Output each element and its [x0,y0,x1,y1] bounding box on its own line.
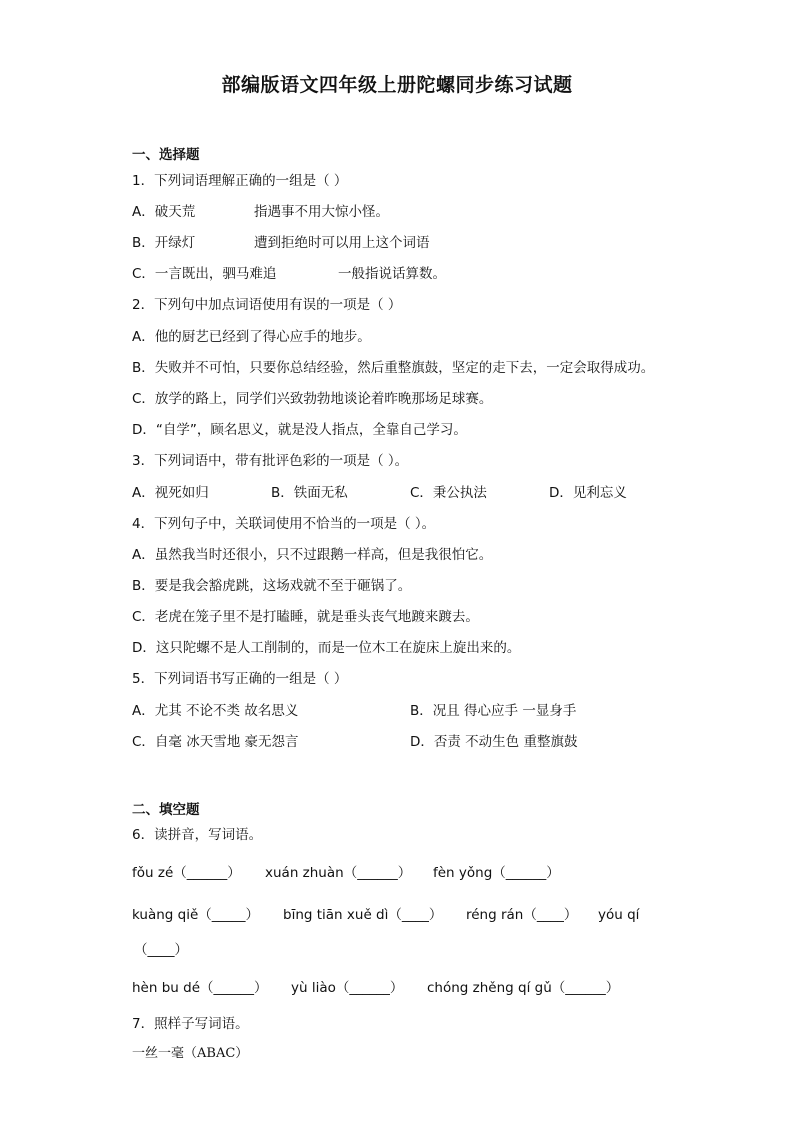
pinyin-word: yóu qí [598,907,640,923]
pinyin-blank[interactable]: kuàng qiě（_____） [132,907,260,923]
q1-option-b-meaning: 遭到拒绝时可以用上这个词语 [254,235,430,251]
q5-option-a: A．尤其 不论不类 故名思义 [132,703,299,719]
q4-option-a: A．虽然我当时还很小，只不过跟鹅一样高，但是我很怕它。 [132,547,493,563]
pinyin-blank[interactable]: （____） [134,942,188,958]
q1-option-a-word: A．破天荒 [132,204,196,220]
q5-option-b: B．况且 得心应手 一显身手 [410,703,577,719]
q4-option-b: B．要是我会豁虎跳，这场戏就不至于砸锅了。 [132,578,412,594]
question-1-stem: 1．下列词语理解正确的一组是（ ） [132,173,348,189]
question-2-stem: 2．下列句中加点词语使用有误的一项是（ ） [132,297,402,313]
pinyin-blank[interactable]: chóng zhěng qí gǔ（______） [427,980,620,996]
q1-option-c-word: C．一言既出，驷马难追 [132,266,277,282]
section-heading-choice: 一、选择题 [132,147,200,163]
pinyin-blank[interactable]: fèn yǒng（______） [433,865,560,881]
question-7-stem: 7．照样子写词语。 [132,1016,249,1032]
question-5-stem: 5．下列词语书写正确的一组是（ ） [132,671,348,687]
question-6-stem: 6．读拼音，写词语。 [132,827,263,843]
question-3-stem: 3．下列词语中，带有批评色彩的一项是（ ）。 [132,453,409,469]
pinyin-blank[interactable]: hèn bu dé（______） [132,980,268,996]
pinyin-blank[interactable]: réng rán（____） [466,907,578,923]
page-title: 部编版语文四年级上册陀螺同步练习试题 [221,74,573,96]
pinyin-blank[interactable]: xuán zhuàn（______） [265,865,412,881]
q7-example: 一丝一毫（ABAC） [132,1046,249,1061]
q1-option-a-meaning: 指遇事不用大惊小怪。 [254,204,389,220]
pinyin-blank[interactable]: fǒu zé（______） [132,865,241,881]
pinyin-blank[interactable]: yù liào（______） [291,980,404,996]
q1-option-b-word: B．开绿灯 [132,235,196,251]
q3-option-c: C．秉公执法 [410,485,487,501]
q2-option-d: D．“自学”，顾名思义，就是没人指点，全靠自己学习。 [132,422,467,438]
q2-option-c: C．放学的路上，同学们兴致勃勃地谈论着昨晚那场足球赛。 [132,391,493,407]
q5-option-c: C．自毫 冰天雪地 豪无怨言 [132,734,299,750]
q3-option-a: A．视死如归 [132,485,209,501]
q2-option-a: A．他的厨艺已经到了得心应手的地步。 [132,329,371,345]
q3-option-b: B．铁面无私 [271,485,348,501]
q4-option-c: C．老虎在笼子里不是打瞌睡，就是垂头丧气地踱来踱去。 [132,609,479,625]
section-heading-fill: 二、填空题 [132,802,200,818]
q3-option-d: D．见利忘义 [549,485,627,501]
q2-option-b: B．失败并不可怕，只要你总结经验，然后重整旗鼓，坚定的走下去，一定会取得成功。 [132,360,655,376]
q4-option-d: D．这只陀螺不是人工削制的，而是一位木工在旋床上旋出来的。 [132,640,521,656]
q5-option-d: D．否责 不动生色 重整旗鼓 [410,734,578,750]
pinyin-blank[interactable]: bīng tiān xuě dì（____） [283,907,443,923]
question-4-stem: 4．下列句子中，关联词使用不恰当的一项是（ ）。 [132,516,436,532]
q1-option-c-meaning: 一般指说话算数。 [338,266,446,282]
